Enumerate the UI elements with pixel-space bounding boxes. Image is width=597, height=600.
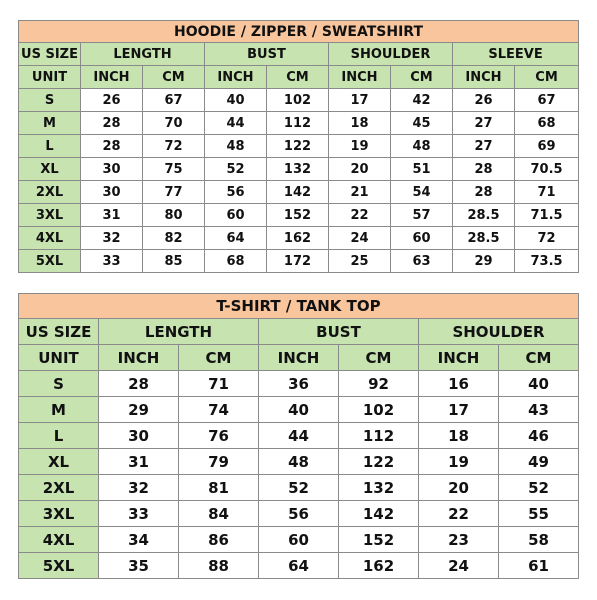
table-cell: 81 — [179, 475, 259, 501]
table-cell: 18 — [419, 423, 499, 449]
table-cell: 44 — [259, 423, 339, 449]
table-cell: 52 — [499, 475, 579, 501]
size-label: 4XL — [19, 527, 99, 553]
table-cell: 71 — [179, 371, 259, 397]
unit-header: INCH — [99, 345, 179, 371]
table-cell: 68 — [515, 112, 579, 135]
table-cell: 20 — [419, 475, 499, 501]
table-cell: 86 — [179, 527, 259, 553]
table-cell: 102 — [267, 89, 329, 112]
size-label: 2XL — [19, 475, 99, 501]
table-row — [19, 475, 579, 501]
table-cell: 69 — [515, 135, 579, 158]
table-cell: 52 — [259, 475, 339, 501]
table-cell: 102 — [339, 397, 419, 423]
table-cell: 79 — [179, 449, 259, 475]
table-cell: 24 — [329, 227, 391, 250]
table-cell: 28 — [81, 112, 143, 135]
table-cell: 28 — [453, 181, 515, 204]
table-cell: 92 — [339, 371, 419, 397]
size-label: L — [19, 423, 99, 449]
table-cell: 28.5 — [453, 227, 515, 250]
unit-header: INCH — [205, 66, 267, 89]
unit-header: CM — [143, 66, 205, 89]
table-title: T-SHIRT / TANK TOP — [19, 294, 579, 319]
table-cell: 17 — [419, 397, 499, 423]
table-cell: 55 — [499, 501, 579, 527]
table-cell: 70 — [143, 112, 205, 135]
table-title: HOODIE / ZIPPER / SWEATSHIRT — [19, 21, 579, 43]
table-row — [19, 135, 579, 158]
table-cell: 56 — [259, 501, 339, 527]
table-cell: 67 — [143, 89, 205, 112]
table-cell: 19 — [329, 135, 391, 158]
table-cell: 122 — [267, 135, 329, 158]
table-cell: 32 — [99, 475, 179, 501]
table-cell: 48 — [205, 135, 267, 158]
size-label: 2XL — [19, 181, 81, 204]
table-cell: 20 — [329, 158, 391, 181]
table-row — [19, 553, 579, 579]
unit-header: CM — [179, 345, 259, 371]
size-label: M — [19, 112, 81, 135]
hoodie-size-chart — [18, 20, 579, 273]
table-cell: 152 — [267, 204, 329, 227]
table-cell: 64 — [205, 227, 267, 250]
size-label: L — [19, 135, 81, 158]
group-header-length: LENGTH — [81, 43, 205, 66]
table-cell: 26 — [453, 89, 515, 112]
size-label: 5XL — [19, 250, 81, 273]
table-row — [19, 227, 579, 250]
table-cell: 70.5 — [515, 158, 579, 181]
table-cell: 36 — [259, 371, 339, 397]
table-cell: 21 — [329, 181, 391, 204]
table-cell: 48 — [391, 135, 453, 158]
table-cell: 75 — [143, 158, 205, 181]
table-row — [19, 371, 579, 397]
table-row — [19, 181, 579, 204]
table-cell: 112 — [267, 112, 329, 135]
table-cell: 172 — [267, 250, 329, 273]
unit-header: INCH — [419, 345, 499, 371]
table-cell: 31 — [81, 204, 143, 227]
table-cell: 33 — [81, 250, 143, 273]
table-cell: 30 — [81, 158, 143, 181]
table-cell: 18 — [329, 112, 391, 135]
table-cell: 26 — [81, 89, 143, 112]
unit-header-row — [19, 345, 579, 371]
group-header-row — [19, 319, 579, 345]
size-label: S — [19, 371, 99, 397]
table-cell: 57 — [391, 204, 453, 227]
tshirt-size-chart — [18, 293, 579, 579]
table-cell: 52 — [205, 158, 267, 181]
table-cell: 40 — [259, 397, 339, 423]
unit-column-header: UNIT — [19, 66, 81, 89]
table-cell: 58 — [499, 527, 579, 553]
table-row — [19, 204, 579, 227]
table-cell: 22 — [329, 204, 391, 227]
table-cell: 30 — [81, 181, 143, 204]
table-cell: 112 — [339, 423, 419, 449]
table-cell: 73.5 — [515, 250, 579, 273]
table-cell: 27 — [453, 112, 515, 135]
table-cell: 29 — [99, 397, 179, 423]
unit-header: CM — [515, 66, 579, 89]
table-cell: 132 — [267, 158, 329, 181]
table-cell: 152 — [339, 527, 419, 553]
table-row — [19, 89, 579, 112]
table-cell: 30 — [99, 423, 179, 449]
size-label: 4XL — [19, 227, 81, 250]
table-cell: 54 — [391, 181, 453, 204]
size-label: M — [19, 397, 99, 423]
table-cell: 43 — [499, 397, 579, 423]
table-cell: 22 — [419, 501, 499, 527]
table-cell: 72 — [143, 135, 205, 158]
size-label: 5XL — [19, 553, 99, 579]
table-cell: 29 — [453, 250, 515, 273]
table-cell: 162 — [267, 227, 329, 250]
unit-column-header: UNIT — [19, 345, 99, 371]
table-cell: 162 — [339, 553, 419, 579]
table-cell: 48 — [259, 449, 339, 475]
table-cell: 132 — [339, 475, 419, 501]
size-label: XL — [19, 449, 99, 475]
unit-header: INCH — [81, 66, 143, 89]
unit-header: INCH — [329, 66, 391, 89]
group-header-shoulder: SHOULDER — [329, 43, 453, 66]
group-header-row — [19, 43, 579, 66]
table-cell: 28 — [453, 158, 515, 181]
table-row — [19, 397, 579, 423]
table-cell: 45 — [391, 112, 453, 135]
unit-header: CM — [499, 345, 579, 371]
size-label: 3XL — [19, 501, 99, 527]
table-cell: 68 — [205, 250, 267, 273]
table-cell: 76 — [179, 423, 259, 449]
table-cell: 71 — [515, 181, 579, 204]
table-cell: 51 — [391, 158, 453, 181]
table-cell: 46 — [499, 423, 579, 449]
table-row — [19, 527, 579, 553]
group-header-shoulder: SHOULDER — [419, 319, 579, 345]
table-cell: 17 — [329, 89, 391, 112]
size-column-header: US SIZE — [19, 43, 81, 66]
table-cell: 40 — [205, 89, 267, 112]
table-cell: 60 — [391, 227, 453, 250]
table-row — [19, 158, 579, 181]
table-cell: 56 — [205, 181, 267, 204]
table-cell: 35 — [99, 553, 179, 579]
table-cell: 60 — [205, 204, 267, 227]
table-cell: 33 — [99, 501, 179, 527]
table-cell: 19 — [419, 449, 499, 475]
unit-header: CM — [267, 66, 329, 89]
table-cell: 122 — [339, 449, 419, 475]
table-row — [19, 449, 579, 475]
table-cell: 31 — [99, 449, 179, 475]
unit-header: INCH — [259, 345, 339, 371]
table-cell: 61 — [499, 553, 579, 579]
size-label: XL — [19, 158, 81, 181]
group-header-bust: BUST — [259, 319, 419, 345]
group-header-bust: BUST — [205, 43, 329, 66]
table-cell: 67 — [515, 89, 579, 112]
unit-header: CM — [391, 66, 453, 89]
table-cell: 80 — [143, 204, 205, 227]
table-cell: 85 — [143, 250, 205, 273]
table-cell: 71.5 — [515, 204, 579, 227]
table-cell: 27 — [453, 135, 515, 158]
table-cell: 24 — [419, 553, 499, 579]
table-cell: 84 — [179, 501, 259, 527]
table-cell: 63 — [391, 250, 453, 273]
table-cell: 60 — [259, 527, 339, 553]
table-cell: 72 — [515, 227, 579, 250]
size-column-header: US SIZE — [19, 319, 99, 345]
group-header-sleeve: SLEEVE — [453, 43, 579, 66]
unit-header-row — [19, 66, 579, 89]
unit-header: INCH — [453, 66, 515, 89]
table-cell: 25 — [329, 250, 391, 273]
table-cell: 74 — [179, 397, 259, 423]
table-cell: 142 — [267, 181, 329, 204]
table-cell: 40 — [499, 371, 579, 397]
table-cell: 49 — [499, 449, 579, 475]
table-row — [19, 501, 579, 527]
size-label: S — [19, 89, 81, 112]
table-row — [19, 250, 579, 273]
table-cell: 82 — [143, 227, 205, 250]
table-cell: 32 — [81, 227, 143, 250]
table-cell: 44 — [205, 112, 267, 135]
table-cell: 34 — [99, 527, 179, 553]
table-cell: 28.5 — [453, 204, 515, 227]
table-cell: 16 — [419, 371, 499, 397]
table-cell: 42 — [391, 89, 453, 112]
table-cell: 64 — [259, 553, 339, 579]
table-cell: 28 — [81, 135, 143, 158]
table-cell: 23 — [419, 527, 499, 553]
table-row — [19, 423, 579, 449]
size-label: 3XL — [19, 204, 81, 227]
group-header-length: LENGTH — [99, 319, 259, 345]
table-cell: 77 — [143, 181, 205, 204]
table-row — [19, 112, 579, 135]
table-cell: 142 — [339, 501, 419, 527]
table-cell: 28 — [99, 371, 179, 397]
unit-header: CM — [339, 345, 419, 371]
table-cell: 88 — [179, 553, 259, 579]
